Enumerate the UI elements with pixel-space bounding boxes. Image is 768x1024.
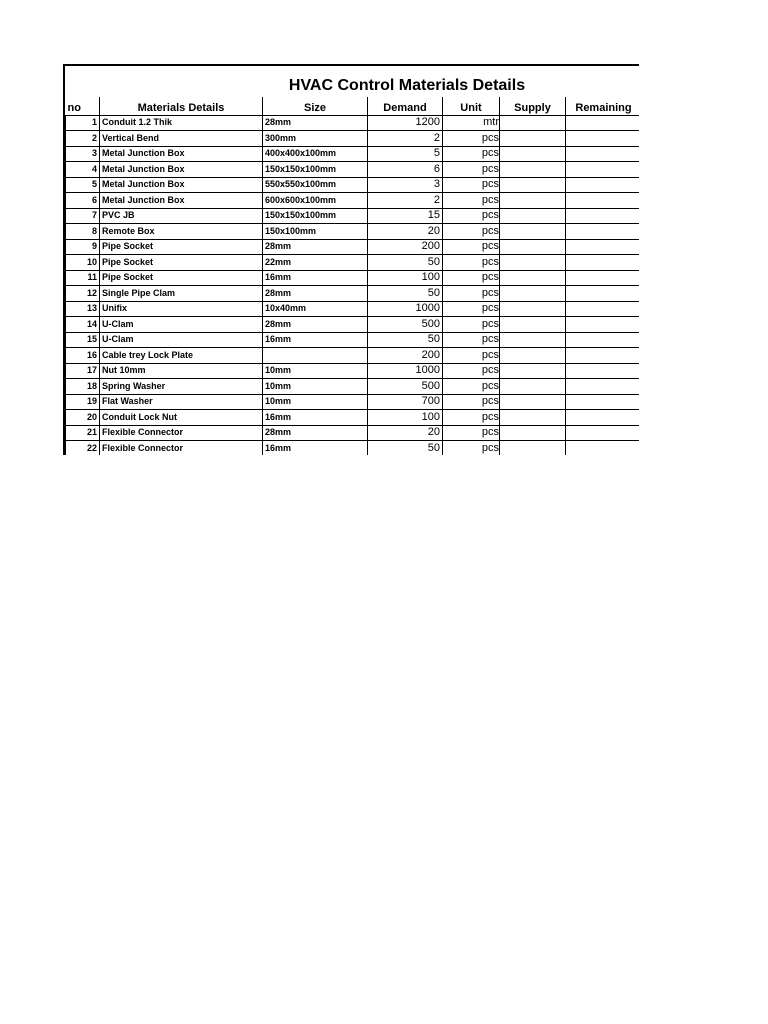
material-name: Flexible Connector	[100, 425, 263, 441]
unit: pcs	[443, 146, 500, 162]
material-name: Metal Junction Box	[100, 146, 263, 162]
material-name: U-Clam	[100, 332, 263, 348]
material-size: 22mm	[263, 255, 368, 271]
unit: pcs	[443, 255, 500, 271]
remaining-cell	[566, 255, 640, 271]
supply-cell	[500, 115, 566, 131]
supply-cell	[500, 193, 566, 209]
supply-cell	[500, 162, 566, 178]
table-row	[66, 224, 640, 240]
remaining-cell	[566, 162, 640, 178]
table-row	[66, 332, 640, 348]
header-demand	[368, 97, 443, 115]
material-size: 150x100mm	[263, 224, 368, 240]
supply-cell	[500, 379, 566, 395]
supply-cell	[500, 425, 566, 441]
unit: pcs	[443, 162, 500, 178]
table-row	[66, 441, 640, 456]
row-number: 14	[66, 317, 100, 333]
unit: pcs	[443, 332, 500, 348]
demand-quantity: 20	[368, 224, 443, 240]
sheet-title: HVAC Control Materials Details	[288, 77, 526, 94]
remaining-cell	[566, 332, 640, 348]
remaining-cell	[566, 363, 640, 379]
table-row	[66, 425, 640, 441]
demand-quantity: 100	[368, 270, 443, 286]
demand-quantity: 15	[368, 208, 443, 224]
remaining-cell	[566, 394, 640, 410]
material-size: 600x600x100mm	[263, 193, 368, 209]
row-number: 13	[66, 301, 100, 317]
material-size: 16mm	[263, 441, 368, 456]
remaining-cell	[566, 115, 640, 131]
demand-quantity: 50	[368, 255, 443, 271]
table-row	[66, 379, 640, 395]
unit: pcs	[443, 224, 500, 240]
table-row	[66, 255, 640, 271]
supply-cell	[500, 317, 566, 333]
supply-cell	[500, 224, 566, 240]
table-row	[66, 239, 640, 255]
demand-quantity: 1000	[368, 301, 443, 317]
unit: pcs	[443, 348, 500, 364]
unit: pcs	[443, 286, 500, 302]
demand-quantity: 20	[368, 425, 443, 441]
material-name: Conduit 1.2 Thik	[100, 115, 263, 131]
header-unit: Unit	[443, 97, 500, 115]
supply-cell	[500, 286, 566, 302]
unit: pcs	[443, 441, 500, 456]
table-row	[66, 162, 640, 178]
material-name: Vertical Bend	[100, 131, 263, 147]
table-row	[66, 208, 640, 224]
supply-cell	[500, 239, 566, 255]
material-size: 10x40mm	[263, 301, 368, 317]
header-no: no	[66, 97, 100, 115]
demand-quantity: 200	[368, 348, 443, 364]
supply-cell	[500, 394, 566, 410]
material-name: Flexible Connector	[100, 441, 263, 456]
row-number: 1	[66, 115, 100, 131]
row-number: 16	[66, 348, 100, 364]
remaining-cell	[566, 410, 640, 426]
remaining-cell	[566, 131, 640, 147]
remaining-cell	[566, 239, 640, 255]
material-name: Single Pipe Clam	[100, 286, 263, 302]
header-row	[66, 97, 640, 115]
material-name: Spring Washer	[100, 379, 263, 395]
material-size	[263, 348, 368, 364]
remaining-cell	[566, 193, 640, 209]
demand-quantity: 6	[368, 162, 443, 178]
supply-cell	[500, 146, 566, 162]
table-row	[66, 363, 640, 379]
row-number: 19	[66, 394, 100, 410]
material-name: Metal Junction Box	[100, 162, 263, 178]
unit: pcs	[443, 193, 500, 209]
material-size: 400x400x100mm	[263, 146, 368, 162]
demand-quantity: 1200	[368, 115, 443, 131]
material-name: U-Clam	[100, 317, 263, 333]
header-materials-details: Materials Details	[100, 97, 263, 115]
row-number: 3	[66, 146, 100, 162]
supply-cell	[500, 208, 566, 224]
unit: pcs	[443, 394, 500, 410]
remaining-cell	[566, 270, 640, 286]
row-number: 5	[66, 177, 100, 193]
material-size: 16mm	[263, 270, 368, 286]
unit: pcs	[443, 317, 500, 333]
row-number: 2	[66, 131, 100, 147]
material-name: Cable trey Lock Plate	[100, 348, 263, 364]
material-name: Conduit Lock Nut	[100, 410, 263, 426]
material-size: 10mm	[263, 379, 368, 395]
material-name: Unifix	[100, 301, 263, 317]
row-number: 10	[66, 255, 100, 271]
supply-cell	[500, 270, 566, 286]
remaining-cell	[566, 301, 640, 317]
row-number: 4	[66, 162, 100, 178]
table-body	[66, 115, 640, 455]
material-size: 150x150x100mm	[263, 208, 368, 224]
remaining-cell	[566, 208, 640, 224]
row-number: 9	[66, 239, 100, 255]
row-number: 8	[66, 224, 100, 240]
material-name: PVC JB	[100, 208, 263, 224]
supply-cell	[500, 131, 566, 147]
table-row	[66, 193, 640, 209]
header-size: Size	[263, 97, 368, 115]
row-number: 20	[66, 410, 100, 426]
row-number: 7	[66, 208, 100, 224]
unit: mtr	[443, 115, 500, 131]
demand-quantity: 5	[368, 146, 443, 162]
row-number: 6	[66, 193, 100, 209]
table-row	[66, 394, 640, 410]
unit: pcs	[443, 410, 500, 426]
demand-quantity: 500	[368, 317, 443, 333]
table-row	[66, 286, 640, 302]
row-number: 18	[66, 379, 100, 395]
material-size: 28mm	[263, 317, 368, 333]
unit: pcs	[443, 379, 500, 395]
supply-cell	[500, 301, 566, 317]
spreadsheet-page	[63, 64, 639, 455]
supply-cell	[500, 363, 566, 379]
remaining-cell	[566, 177, 640, 193]
unit: pcs	[443, 131, 500, 147]
remaining-cell	[566, 348, 640, 364]
remaining-cell	[566, 379, 640, 395]
supply-cell	[500, 348, 566, 364]
material-name: Remote Box	[100, 224, 263, 240]
material-size: 10mm	[263, 394, 368, 410]
supply-cell	[500, 332, 566, 348]
material-size: 16mm	[263, 332, 368, 348]
demand-quantity: 2	[368, 131, 443, 147]
remaining-cell	[566, 224, 640, 240]
material-size: 550x550x100mm	[263, 177, 368, 193]
supply-cell	[500, 255, 566, 271]
table-row	[66, 348, 640, 364]
unit: pcs	[443, 363, 500, 379]
row-number: 21	[66, 425, 100, 441]
row-number: 11	[66, 270, 100, 286]
material-size: 16mm	[263, 410, 368, 426]
unit: pcs	[443, 239, 500, 255]
material-size: 150x150x100mm	[263, 162, 368, 178]
supply-cell	[500, 177, 566, 193]
unit: pcs	[443, 425, 500, 441]
material-name: Pipe Socket	[100, 239, 263, 255]
unit: pcs	[443, 301, 500, 317]
row-number: 22	[66, 441, 100, 456]
material-size: 300mm	[263, 131, 368, 147]
material-name: Pipe Socket	[100, 270, 263, 286]
table-row	[66, 146, 640, 162]
demand-quantity: 100	[368, 410, 443, 426]
material-size: 28mm	[263, 115, 368, 131]
table-row	[66, 410, 640, 426]
material-name: Pipe Socket	[100, 255, 263, 271]
table-row	[66, 115, 640, 131]
materials-table	[65, 97, 639, 455]
remaining-cell	[566, 286, 640, 302]
remaining-cell	[566, 317, 640, 333]
supply-cell	[500, 441, 566, 456]
table-row	[66, 317, 640, 333]
unit: pcs	[443, 270, 500, 286]
demand-quantity: 200	[368, 239, 443, 255]
supply-cell	[500, 410, 566, 426]
demand-quantity: 2	[368, 193, 443, 209]
remaining-cell	[566, 425, 640, 441]
demand-quantity: 700	[368, 394, 443, 410]
table-row	[66, 301, 640, 317]
material-name: Nut 10mm	[100, 363, 263, 379]
material-size: 28mm	[263, 286, 368, 302]
demand-quantity: 500	[368, 379, 443, 395]
demand-quantity: 3	[368, 177, 443, 193]
row-number: 15	[66, 332, 100, 348]
header-remaining: Remaining	[566, 97, 640, 115]
row-number: 12	[66, 286, 100, 302]
material-size: 28mm	[263, 425, 368, 441]
remaining-cell	[566, 441, 640, 456]
header-demand-label: Demand	[383, 101, 427, 114]
material-name: Metal Junction Box	[100, 177, 263, 193]
demand-quantity: 50	[368, 441, 443, 456]
remaining-cell	[566, 146, 640, 162]
table-row	[66, 177, 640, 193]
material-size: 10mm	[263, 363, 368, 379]
table-row	[66, 270, 640, 286]
unit: pcs	[443, 208, 500, 224]
demand-quantity: 50	[368, 332, 443, 348]
material-name: Flat Washer	[100, 394, 263, 410]
row-number: 17	[66, 363, 100, 379]
demand-quantity: 50	[368, 286, 443, 302]
demand-quantity: 1000	[368, 363, 443, 379]
unit: pcs	[443, 177, 500, 193]
material-size: 28mm	[263, 239, 368, 255]
table-row	[66, 131, 640, 147]
material-name: Metal Junction Box	[100, 193, 263, 209]
header-supply: Supply	[500, 97, 566, 115]
